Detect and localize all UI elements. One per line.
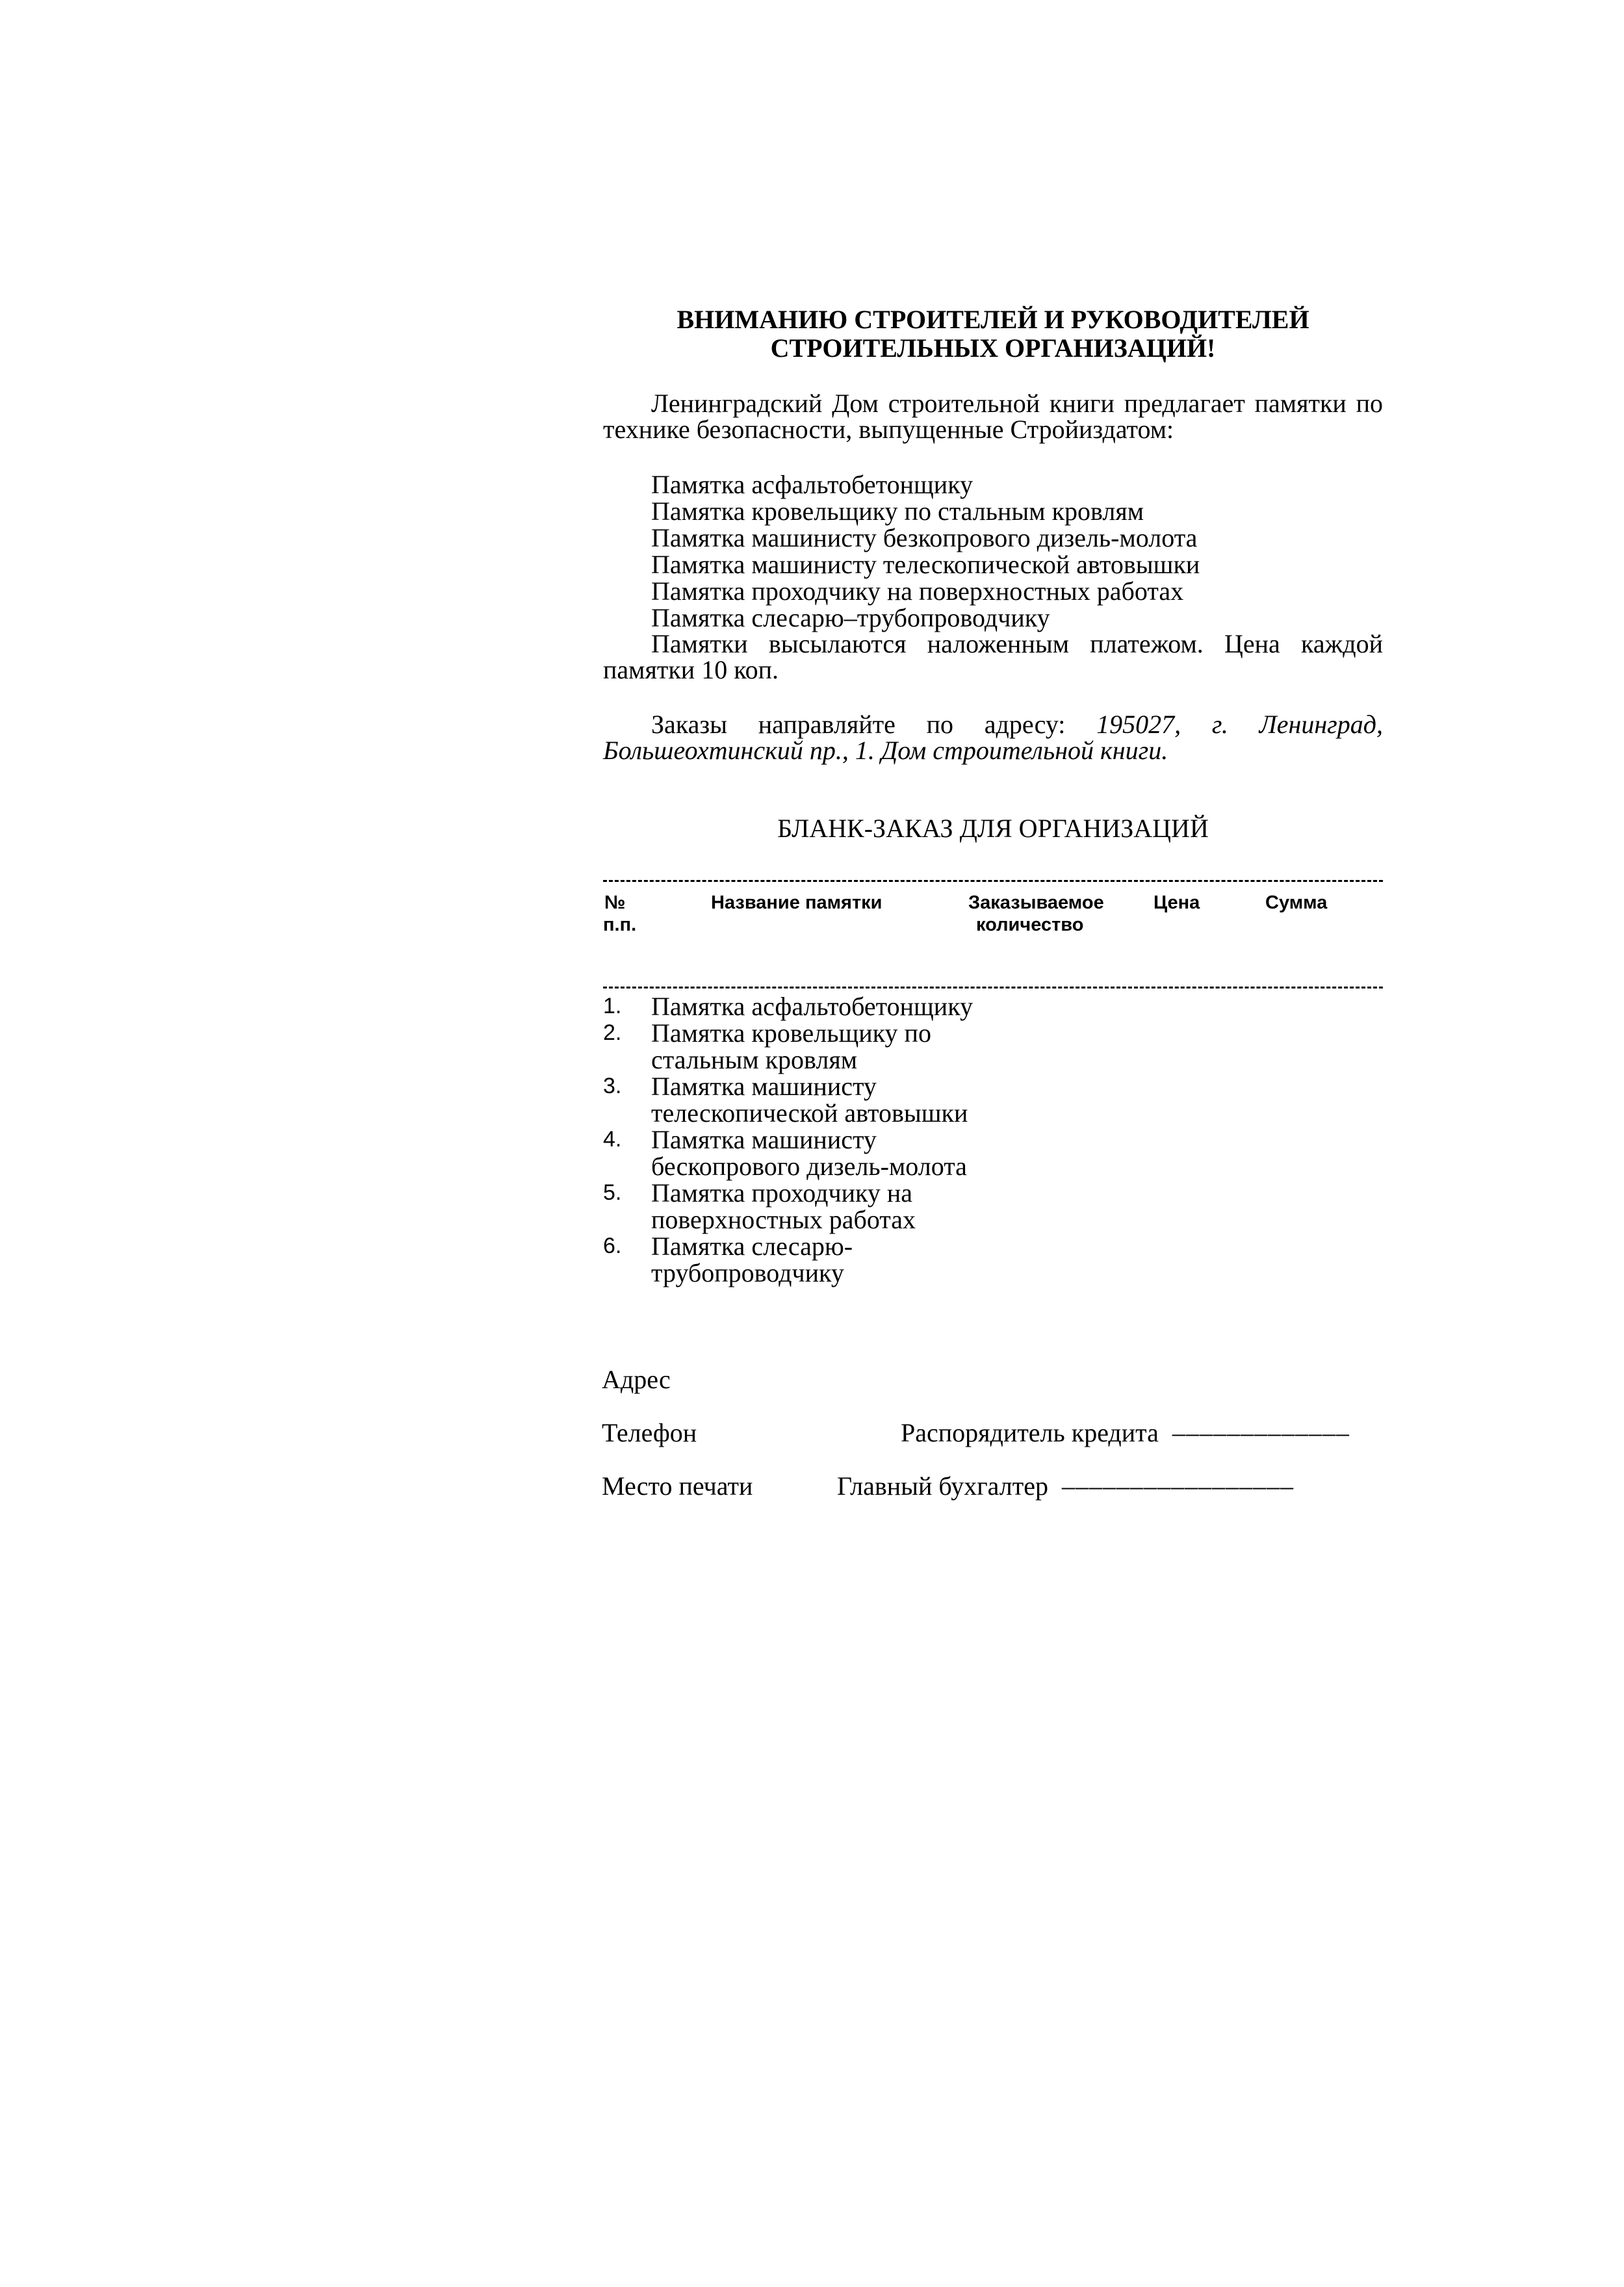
memo-item: Памятка машинисту телескопической автовышки	[651, 550, 1200, 579]
row-name: Памятка слесарю-трубопроводчику	[651, 1232, 853, 1287]
shipping-text: Памятки высылаются наложенным платежом. Цена каждой памятки 10 коп.	[603, 629, 1383, 684]
phone-label: Телефон	[602, 1418, 697, 1447]
col-price-header: Цена	[1154, 892, 1200, 913]
row-name: Памятка асфальтобетонщику	[651, 992, 973, 1021]
table-row	[603, 993, 1015, 1020]
seal-place-label: Место печати	[602, 1471, 753, 1501]
row-name: Памятка машинисту бескопрового дизель-молота	[651, 1125, 967, 1181]
credit-manager-signature-line: –––––––––––––	[1165, 1418, 1350, 1447]
col-sum-header: Сумма	[1265, 892, 1328, 913]
chief-accountant-signature	[837, 1472, 1294, 1501]
memo-item: Памятка проходчику на поверхностных работах	[651, 576, 1184, 606]
address-label: Адрес	[602, 1365, 671, 1394]
memo-item: Памятка кровельщику по стальным кровлям	[651, 497, 1144, 526]
page-heading	[603, 305, 1383, 363]
orders-prefix: Заказы направляйте по адресу:	[651, 710, 1097, 739]
row-number: 2.	[603, 1020, 622, 1045]
row-number: 1.	[603, 994, 622, 1018]
chief-accountant-signature-line: –––––––––––––––––	[1054, 1471, 1294, 1501]
orders-paragraph	[603, 712, 1383, 764]
chief-accountant-label: Главный бухгалтер	[837, 1471, 1048, 1501]
orders-address: 195027, г. Ленинград, Большеохтинский пр., 1. Дом строительной книги.	[603, 710, 1383, 765]
shipping-paragraph	[603, 631, 1383, 683]
table-row	[603, 1126, 1015, 1180]
row-number: 4.	[603, 1127, 622, 1152]
intro-paragraph	[603, 391, 1383, 443]
credit-manager-label: Распорядитель кредита	[901, 1418, 1159, 1447]
row-name: Памятка проходчику на поверхностных работах	[651, 1178, 916, 1234]
row-name: Памятка машинисту телескопической автовышки	[651, 1072, 968, 1128]
heading-line-2: СТРОИТЕЛЬНЫХ ОРГАНИЗАЦИЙ!	[770, 333, 1216, 363]
col-qty-header-2: количество	[976, 914, 1084, 935]
row-name: Памятка кровельщику по стальным кровлям	[651, 1018, 931, 1074]
row-number: 3.	[603, 1074, 622, 1098]
intro-text: Ленинградский Дом строительной книги предлагает памятки по технике безопасности, выпущенные Стройиздатом:	[603, 389, 1383, 444]
col-name-header: Название памятки	[711, 892, 883, 913]
col-qty-header-1: Заказываемое	[968, 892, 1104, 913]
table-header-rule	[603, 987, 1383, 988]
heading-line-1: ВНИМАНИЮ СТРОИТЕЛЕЙ И РУКОВОДИТЕЛЕЙ	[677, 305, 1309, 334]
table-body	[603, 993, 1015, 1286]
table-row	[603, 1020, 1015, 1073]
credit-manager-signature	[901, 1419, 1350, 1447]
form-title: БЛАНК-ЗАКАЗ ДЛЯ ОРГАНИЗАЦИЙ	[777, 814, 1209, 843]
col-num-header-1: №	[604, 892, 626, 913]
row-number: 6.	[603, 1234, 622, 1258]
table-row	[603, 1073, 1015, 1126]
memo-item: Памятка асфальтобетонщику	[651, 470, 973, 499]
memo-item: Памятка слесарю–трубопроводчику	[651, 603, 1050, 632]
memo-list	[651, 471, 1200, 631]
col-num-header-2: п.п.	[603, 914, 637, 935]
table-row	[603, 1233, 1015, 1286]
table-top-rule	[603, 880, 1383, 882]
table-row	[603, 1180, 1015, 1233]
row-number: 5.	[603, 1180, 622, 1205]
memo-item: Памятка машинисту безкопрового дизель-молота	[651, 523, 1198, 552]
